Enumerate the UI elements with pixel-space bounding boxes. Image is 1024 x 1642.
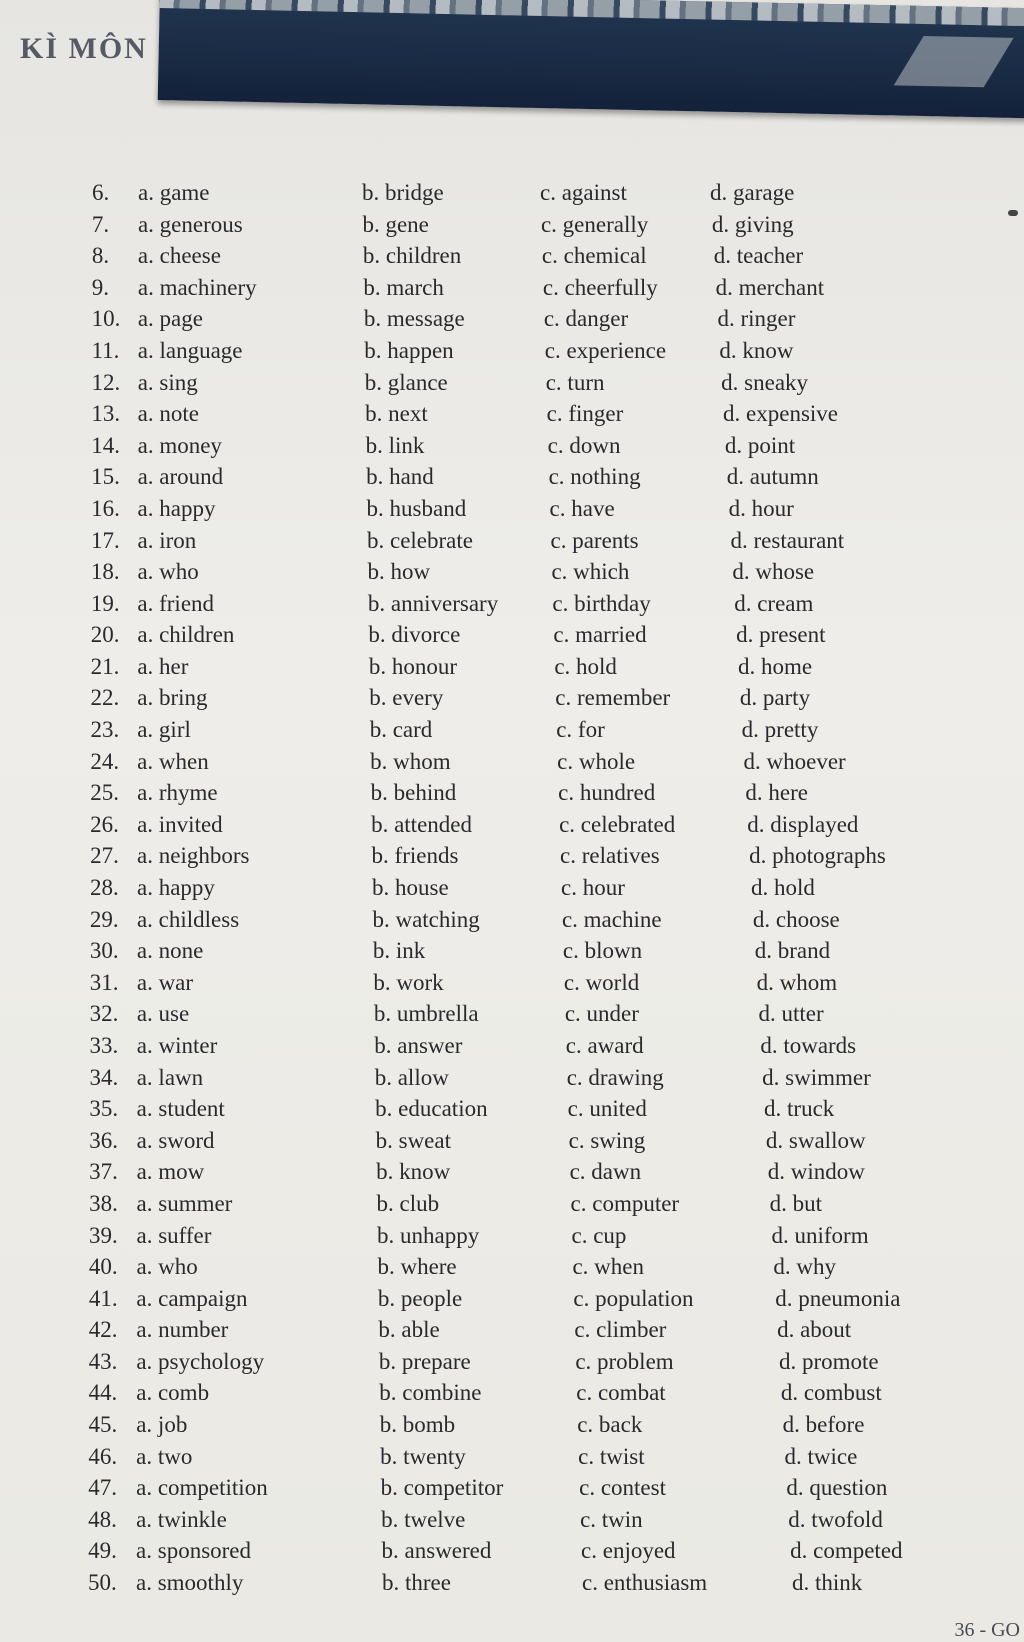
question-number: 14. [91, 432, 121, 458]
option-c: c. under [564, 1001, 639, 1027]
option-d: d. pneumonia [775, 1285, 901, 1311]
option-b: b. twenty [380, 1443, 466, 1469]
option-c: c. birthday [552, 590, 651, 616]
option-d: d. expensive [723, 401, 838, 427]
option-b: b. where [377, 1254, 457, 1280]
option-d: d. present [736, 622, 826, 648]
question-number: 21. [90, 653, 120, 679]
option-d: d. twice [784, 1443, 858, 1469]
option-a: a. competition [136, 1475, 268, 1501]
option-b: b. anniversary [367, 590, 499, 616]
question-number: 29. [89, 906, 119, 932]
option-a: a. machinery [137, 274, 257, 300]
option-d: d. giving [711, 211, 794, 237]
question-number: 42. [88, 1317, 118, 1343]
option-d: d. point [724, 432, 796, 458]
option-b: b. march [363, 274, 444, 300]
option-b: b. education [375, 1096, 488, 1122]
option-d: d. whom [756, 969, 838, 995]
option-b: b. husband [366, 495, 467, 521]
question-number: 49. [88, 1538, 117, 1564]
option-d: d. cream [734, 590, 814, 616]
question-number: 27. [90, 843, 119, 869]
option-a: a. children [137, 622, 235, 648]
option-d: d. autumn [726, 464, 819, 490]
option-c: c. cheerfully [542, 274, 658, 300]
option-c: c. computer [570, 1190, 680, 1216]
option-b: b. bomb [379, 1412, 456, 1438]
option-b: b. able [378, 1317, 440, 1343]
option-c: c. dawn [569, 1159, 642, 1185]
option-d: d. brand [754, 938, 831, 964]
option-d: d. choose [752, 906, 840, 932]
option-a: a. game [138, 180, 210, 205]
option-c: c. whole [557, 748, 636, 774]
option-b: b. hand [366, 464, 434, 490]
option-b: b. link [365, 432, 425, 458]
option-a: a. who [136, 1254, 198, 1280]
option-c: c. danger [543, 306, 629, 332]
option-b: b. three [382, 1570, 451, 1595]
question-number: 6. [92, 180, 110, 205]
option-b: b. gene [362, 211, 429, 237]
option-b: b. friends [371, 843, 459, 869]
option-c: c. against [540, 180, 627, 205]
option-c: c. united [567, 1096, 647, 1122]
option-c: c. combat [576, 1380, 666, 1406]
option-a: a. when [137, 748, 209, 774]
question-number: 33. [89, 1032, 119, 1058]
option-b: b. work [373, 969, 444, 995]
option-c: c. finger [546, 401, 624, 427]
option-d: d. displayed [747, 811, 859, 837]
question-number: 20. [90, 622, 120, 648]
option-d: d. party [739, 685, 811, 711]
option-a: a. happy [137, 495, 216, 521]
option-b: b. every [369, 685, 444, 711]
option-a: a. language [137, 337, 243, 363]
question-number: 31. [89, 969, 119, 995]
question-number: 16. [91, 495, 120, 521]
question-number: 10. [91, 306, 121, 332]
option-a: a. none [136, 938, 204, 964]
question-number: 44. [88, 1380, 118, 1406]
option-c: c. back [577, 1412, 643, 1438]
option-d: d. question [786, 1475, 888, 1501]
option-b: b. bridge [362, 180, 444, 205]
question-number: 39. [89, 1222, 118, 1248]
option-b: b. next [365, 401, 428, 427]
option-d: d. about [777, 1317, 852, 1343]
option-a: a. twinkle [136, 1506, 227, 1532]
question-number: 50. [88, 1570, 117, 1595]
option-d: d. whoever [743, 748, 846, 774]
question-number: 34. [89, 1064, 119, 1090]
option-a: a. summer [136, 1190, 233, 1216]
question-number: 36. [89, 1127, 119, 1153]
option-a: a. around [137, 464, 224, 490]
option-d: d. know [719, 337, 794, 363]
option-c: c. have [549, 495, 615, 521]
question-number: 35. [89, 1096, 119, 1122]
option-c: c. which [551, 559, 630, 585]
option-b: b. house [372, 875, 449, 900]
option-d: d. window [767, 1159, 865, 1185]
option-c: c. twist [578, 1443, 645, 1469]
option-a: a. bring [137, 685, 208, 711]
option-a: a. generous [137, 211, 243, 237]
option-a: a. sponsored [136, 1538, 252, 1564]
question-number: 30. [89, 938, 119, 964]
question-number: 38. [89, 1190, 118, 1216]
option-b: b. competitor [380, 1475, 504, 1501]
option-d: d. whose [732, 559, 815, 585]
question-number: 40. [88, 1254, 118, 1280]
option-b: b. answered [381, 1538, 492, 1564]
question-number: 47. [88, 1475, 118, 1501]
option-a: a. psychology [136, 1348, 265, 1374]
option-a: a. cheese [137, 243, 221, 269]
option-a: a. mow [136, 1159, 205, 1185]
option-a: a. two [136, 1443, 193, 1469]
option-c: c. climber [574, 1317, 667, 1343]
option-c: c. parents [550, 527, 639, 553]
page-footer: 36 - GO [954, 1619, 1020, 1641]
option-a: a. neighbors [137, 843, 250, 869]
option-d: d. restaurant [730, 527, 845, 553]
option-d: d. towards [760, 1032, 857, 1058]
option-c: c. swing [568, 1127, 646, 1153]
question-number: 25. [90, 780, 120, 806]
question-number: 41. [88, 1285, 118, 1311]
option-b: b. message [363, 306, 465, 332]
option-c: c. cup [571, 1222, 627, 1248]
option-a: a. money [137, 432, 222, 458]
option-b: b. children [362, 243, 462, 269]
option-d: d. photographs [749, 843, 886, 869]
question-number: 37. [89, 1159, 118, 1185]
question-number: 17. [91, 527, 120, 553]
option-b: b. people [377, 1285, 463, 1311]
option-c: c. nothing [548, 464, 641, 490]
option-a: a. sword [136, 1127, 215, 1153]
option-a: a. campaign [136, 1285, 248, 1311]
option-b: b. allow [374, 1064, 449, 1090]
option-a: a. comb [136, 1380, 210, 1406]
option-d: d. truck [764, 1096, 835, 1122]
option-d: d. teacher [713, 243, 804, 269]
option-c: c. for [556, 717, 605, 743]
question-number: 22. [90, 685, 120, 711]
option-b: b. twelve [381, 1506, 466, 1532]
option-a: a. rhyme [137, 780, 218, 806]
option-d: d. hour [728, 495, 794, 521]
option-c: c. contest [579, 1475, 666, 1501]
option-c: c. drawing [566, 1064, 664, 1090]
option-b: b. divorce [368, 622, 461, 648]
option-c: c. hour [561, 875, 625, 900]
option-b: b. watching [372, 906, 480, 932]
option-c: c. award [565, 1032, 644, 1058]
option-c: c. remember [555, 685, 671, 711]
option-c: c. world [563, 969, 640, 995]
option-a: a. job [136, 1412, 188, 1438]
option-c: c. chemical [541, 243, 647, 269]
question-number: 45. [88, 1412, 118, 1438]
option-a: a. girl [137, 717, 191, 743]
page-edge-mark [1008, 210, 1018, 216]
option-c: c. when [572, 1254, 644, 1280]
option-b: b. unhappy [377, 1222, 480, 1248]
option-b: b. whom [370, 748, 451, 774]
option-d: d. sneaky [721, 369, 809, 395]
question-number: 15. [91, 464, 120, 490]
option-c: c. hundred [558, 780, 656, 806]
option-b: b. answer [374, 1032, 463, 1058]
option-a: a. friend [137, 590, 215, 616]
question-number: 18. [90, 559, 120, 585]
option-c: c. down [547, 432, 621, 458]
option-d: d. promote [778, 1348, 879, 1374]
question-number: 24. [90, 748, 120, 774]
option-c: c. celebrated [559, 811, 676, 837]
option-d: d. swimmer [762, 1064, 871, 1090]
option-c: c. enjoyed [581, 1538, 676, 1564]
question-number: 9. [91, 274, 109, 300]
option-a: a. page [137, 306, 203, 332]
option-d: d. here [745, 780, 808, 806]
option-b: b. celebrate [367, 527, 473, 553]
option-c: c. enthusiasm [582, 1570, 708, 1595]
question-number: 13. [91, 401, 121, 427]
option-c: c. population [573, 1285, 694, 1311]
option-c: c. machine [561, 906, 662, 932]
option-b: b. prepare [378, 1348, 471, 1374]
option-d: d. twofold [788, 1506, 883, 1532]
option-c: c. married [553, 622, 647, 648]
question-number: 26. [90, 811, 119, 837]
option-a: a. her [137, 653, 189, 679]
option-d: d. utter [758, 1001, 824, 1027]
option-b: b. combine [379, 1380, 482, 1406]
option-a: a. note [137, 401, 199, 427]
question-number: 11. [91, 337, 120, 363]
question-number: 32. [89, 1001, 119, 1027]
option-a: a. suffer [136, 1222, 212, 1248]
question-number: 7. [91, 211, 110, 237]
option-d: d. home [737, 653, 813, 679]
option-d: d. before [782, 1412, 865, 1438]
option-b: b. honour [368, 653, 457, 679]
option-a: a. happy [137, 875, 215, 900]
option-c: c. blown [562, 938, 643, 964]
option-d: d. think [792, 1570, 863, 1595]
option-a: a. use [136, 1001, 190, 1027]
option-a: a. student [136, 1096, 225, 1122]
option-b: b. attended [371, 811, 472, 837]
option-a: a. who [137, 559, 199, 585]
option-a: a. invited [137, 811, 223, 837]
option-b: b. happen [364, 337, 454, 363]
option-a: a. war [136, 969, 194, 995]
option-b: b. sweat [375, 1127, 451, 1153]
option-d: d. merchant [715, 274, 825, 300]
option-c: c. twin [580, 1506, 643, 1532]
option-b: b. club [376, 1190, 440, 1216]
option-c: c. experience [544, 337, 667, 363]
option-d: d. but [769, 1190, 823, 1216]
option-d: d. why [773, 1254, 836, 1280]
question-number: 28. [90, 875, 119, 900]
question-number: 48. [88, 1506, 117, 1532]
question-number: 12. [91, 369, 121, 395]
option-b: b. behind [370, 780, 457, 806]
option-d: d. competed [790, 1538, 903, 1564]
header-title: KÌ MÔN [20, 32, 148, 65]
option-a: a. number [136, 1317, 229, 1343]
option-a: a. lawn [136, 1064, 204, 1090]
option-c: c. generally [540, 211, 649, 237]
option-a: a. sing [137, 369, 198, 395]
option-b: b. how [367, 559, 431, 585]
option-b: b. glance [364, 369, 448, 395]
option-d: d. garage [710, 180, 795, 205]
option-b: b. know [376, 1159, 451, 1185]
option-d: d. uniform [771, 1222, 869, 1248]
option-d: d. pretty [741, 717, 819, 743]
question-number: 43. [88, 1348, 118, 1374]
option-a: a. smoothly [136, 1570, 244, 1595]
option-b: b. umbrella [373, 1001, 479, 1027]
option-c: c. hold [554, 653, 617, 679]
option-b: b. card [369, 717, 433, 743]
option-c: c. problem [575, 1348, 674, 1374]
question-number: 19. [90, 590, 120, 616]
option-d: d. combust [780, 1380, 882, 1406]
option-a: a. winter [136, 1032, 218, 1058]
question-number: 23. [90, 717, 120, 743]
option-a: a. iron [137, 527, 197, 553]
option-a: a. childless [136, 906, 240, 932]
option-b: b. ink [372, 938, 426, 964]
question-number: 46. [88, 1443, 118, 1469]
option-c: c. turn [545, 369, 605, 395]
option-d: d. hold [751, 875, 815, 900]
option-d: d. swallow [765, 1127, 866, 1153]
option-c: c. relatives [560, 843, 660, 869]
option-d: d. ringer [717, 306, 796, 332]
book-cover-overlay [158, 0, 1024, 118]
question-number: 8. [91, 243, 110, 269]
